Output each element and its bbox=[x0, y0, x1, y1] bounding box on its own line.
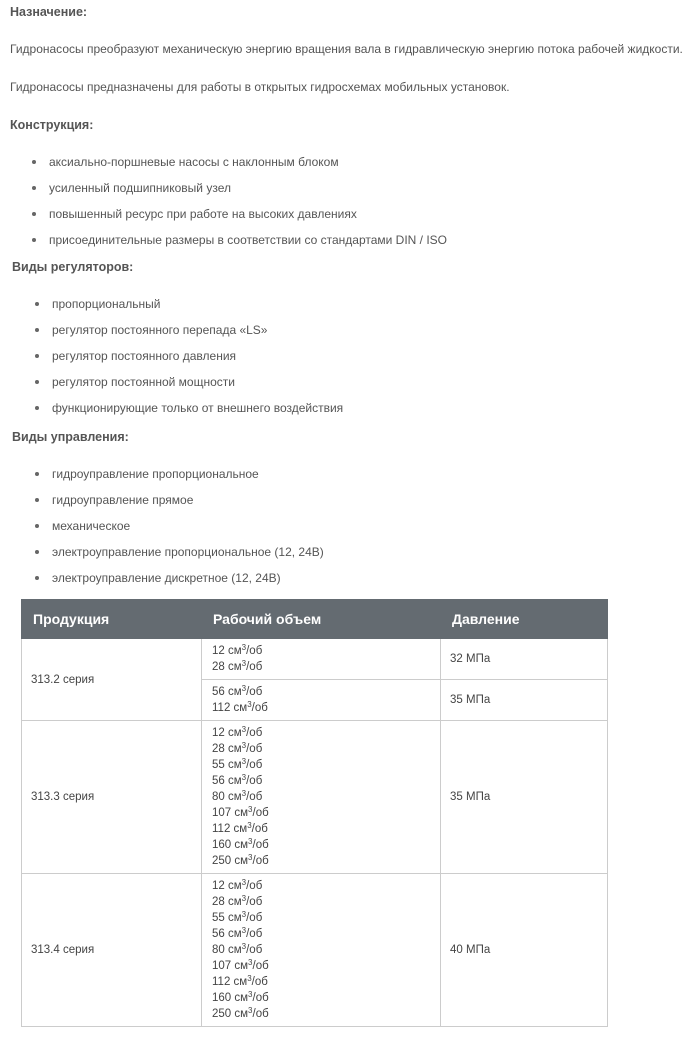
volume-value: 107 $см^3/об$ bbox=[212, 805, 269, 819]
list-item-text: функционирующие только от внешнего воздействия bbox=[52, 401, 344, 415]
volume-value: 56 $см^3/об$ bbox=[212, 684, 263, 698]
list-item-text: повышенный ресурс при работе на высоких давлениях bbox=[49, 207, 357, 221]
bullet-icon bbox=[32, 238, 36, 242]
bullet-icon bbox=[35, 576, 39, 580]
volume-value: 112 $см^3/об$ bbox=[212, 700, 268, 714]
bullet-icon bbox=[32, 160, 36, 164]
list-item-text: присоединительные размеры в соответствии со стандартами DIN / ISO bbox=[49, 233, 448, 247]
pressure-cell: 35 МПа bbox=[441, 721, 608, 874]
list-item-text: электроуправление пропорциональное (12, 24В) bbox=[52, 545, 324, 559]
volume-value: 56 $см^3/об$ bbox=[212, 926, 263, 940]
list-item-text: механическое bbox=[52, 519, 131, 533]
pressure-cell: 35 МПа bbox=[441, 680, 608, 721]
series-cell: 313.4 серия bbox=[22, 874, 202, 1027]
bullet-icon bbox=[35, 302, 39, 306]
volume-value: 12 $см^3/об$ bbox=[212, 725, 263, 739]
series-cell: 313.3 серия bbox=[22, 721, 202, 874]
volume-value: 107 $см^3/об$ bbox=[212, 958, 269, 972]
purpose-heading: Назначение: bbox=[10, 5, 88, 19]
list-item-text: регулятор постоянного давления bbox=[52, 349, 237, 363]
volume-value: 55 $см^3/об$ bbox=[212, 910, 263, 924]
volume-value: 12 $см^3/об$ bbox=[212, 643, 263, 657]
purpose-paragraph-2: Гидронасосы предназначены для работы в открытых гидросхемах мобильных установок. bbox=[10, 80, 510, 94]
bullet-icon bbox=[35, 498, 39, 502]
volume-value: 28 $см^3/об$ bbox=[212, 741, 263, 755]
bullet-icon bbox=[35, 354, 39, 358]
volume-value: 80 $см^3/об$ bbox=[212, 789, 263, 803]
bullet-icon bbox=[35, 380, 39, 384]
volume-value: 160 $см^3/об$ bbox=[212, 990, 269, 1004]
list-item-text: регулятор постоянной мощности bbox=[52, 375, 235, 389]
table-row bbox=[22, 874, 608, 1027]
bullet-icon bbox=[35, 328, 39, 332]
pressure-cell: 32 МПа bbox=[441, 639, 608, 680]
volume-value: 250 $см^3/об$ bbox=[212, 853, 269, 867]
table-row bbox=[22, 721, 608, 874]
volume-value: 112 $см^3/об$ bbox=[212, 974, 268, 988]
header-pressure: Давление bbox=[441, 600, 608, 639]
list-item-text: электроуправление дискретное (12, 24В) bbox=[52, 571, 281, 585]
list-item-text: аксиально-поршневые насосы с наклонным блоком bbox=[49, 155, 339, 169]
volume-cell bbox=[202, 874, 441, 1027]
volume-cell bbox=[202, 680, 441, 721]
purpose-paragraph-1: Гидронасосы преобразуют механическую энергию вращения вала в гидравлическую энергию потока рабочей жидкости. bbox=[10, 42, 683, 56]
table-header-row bbox=[22, 600, 608, 639]
controls-heading: Виды управления: bbox=[12, 430, 129, 444]
volume-value: 28 $см^3/об$ bbox=[212, 659, 263, 673]
regulators-heading: Виды регуляторов: bbox=[12, 260, 134, 274]
product-table bbox=[21, 599, 608, 1027]
volume-value: 56 $см^3/об$ bbox=[212, 773, 263, 787]
volume-value: 55 $см^3/об$ bbox=[212, 757, 263, 771]
construction-heading: Конструкция: bbox=[10, 118, 94, 132]
bullet-icon bbox=[32, 212, 36, 216]
volume-value: 160 $см^3/об$ bbox=[212, 837, 269, 851]
bullet-icon bbox=[35, 524, 39, 528]
list-item-text: гидроуправление прямое bbox=[52, 493, 194, 507]
volume-value: 12 $см^3/об$ bbox=[212, 878, 263, 892]
table-body bbox=[22, 639, 608, 1027]
list-item-text: регулятор постоянного перепада «LS» bbox=[52, 323, 268, 337]
bullet-icon bbox=[35, 550, 39, 554]
volume-value: 112 $см^3/об$ bbox=[212, 821, 268, 835]
pressure-cell: 40 МПа bbox=[441, 874, 608, 1027]
header-product: Продукция bbox=[22, 600, 202, 639]
list-item-text: гидроуправление пропорциональное bbox=[52, 467, 259, 481]
header-volume: Рабочий объем bbox=[202, 600, 441, 639]
bullet-icon bbox=[35, 472, 39, 476]
bullet-icon bbox=[35, 406, 39, 410]
volume-value: 80 $см^3/об$ bbox=[212, 942, 263, 956]
list-item-text: пропорциональный bbox=[52, 297, 161, 311]
volume-value: 250 $см^3/об$ bbox=[212, 1006, 269, 1020]
volume-cell bbox=[202, 639, 441, 680]
volume-cell bbox=[202, 721, 441, 874]
list-item-text: усиленный подшипниковый узел bbox=[49, 181, 231, 195]
table-row bbox=[22, 639, 608, 680]
volume-value: 28 $см^3/об$ bbox=[212, 894, 263, 908]
series-cell: 313.2 серия bbox=[22, 639, 202, 721]
bullet-icon bbox=[32, 186, 36, 190]
